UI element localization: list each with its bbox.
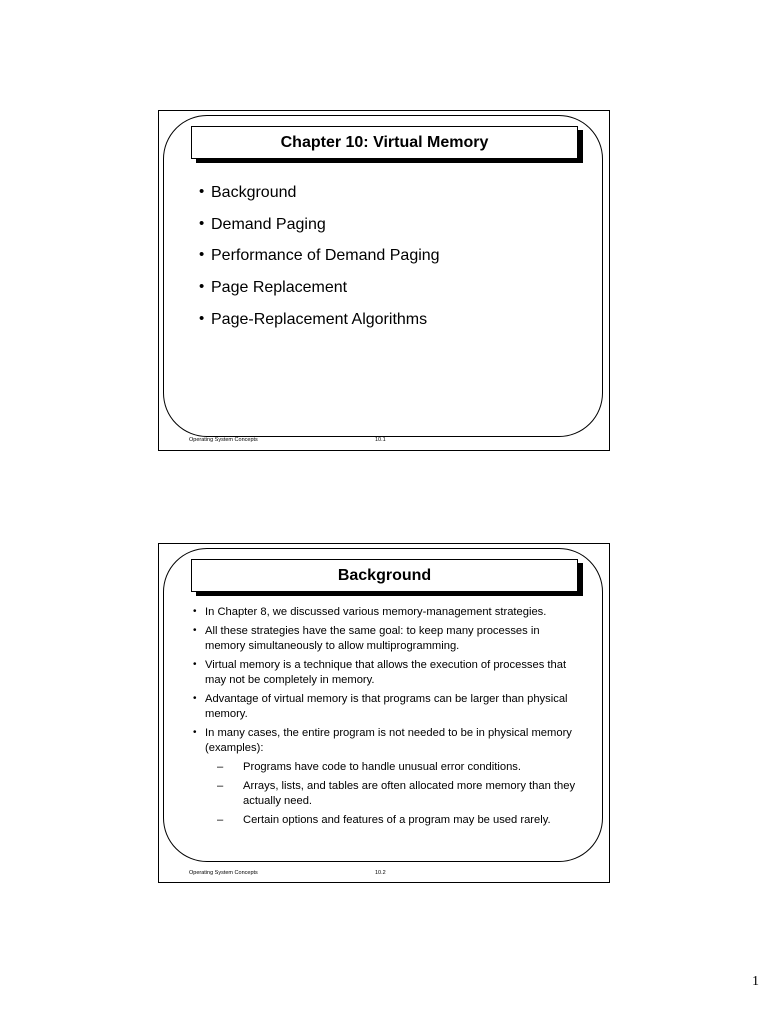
list-item <box>199 310 440 342</box>
slide-2 <box>158 543 610 883</box>
bullet-text: In many cases, the entire program is not needed to be in physical memory (examples): <box>205 727 572 754</box>
bullet-icon: • <box>199 278 205 296</box>
slide-title-box <box>191 559 578 592</box>
bullet-icon: • <box>199 246 205 264</box>
slide-footer-number: 10.2 <box>375 870 386 876</box>
sub-list-item <box>217 779 583 809</box>
sub-bullet-text: Programs have code to handle unusual error conditions. <box>243 761 521 773</box>
bullet-list <box>183 605 583 832</box>
bullet-text: Virtual memory is a technique that allows the execution of processes that may not be completely in memory. <box>205 659 567 686</box>
bullet-icon: • <box>199 183 205 200</box>
list-item <box>199 278 440 310</box>
dash-icon: – <box>217 761 224 773</box>
sub-list-item <box>217 760 583 775</box>
bullet-text: In Chapter 8, we discussed various memory-management strategies. <box>205 606 547 618</box>
slide-title: Background <box>337 566 432 584</box>
list-item <box>183 726 583 828</box>
list-item <box>183 692 583 722</box>
sub-bullet-text: Certain options and features of a program may be used rarely. <box>243 814 551 826</box>
slide-title-box <box>191 126 578 159</box>
bullet-text: Page-Replacement Algorithms <box>211 310 428 328</box>
sub-bullet-list <box>205 760 583 828</box>
bullet-icon: • <box>193 625 197 636</box>
slide-footer-source: Operating System Concepts <box>189 437 258 443</box>
slide-title: Chapter 10: Virtual Memory <box>280 133 489 151</box>
list-item <box>199 215 440 247</box>
slide-1 <box>158 110 610 451</box>
list-item <box>183 658 583 688</box>
bullet-icon: • <box>199 309 205 327</box>
slide-footer-number: 10.1 <box>375 437 386 443</box>
page-number: 1 <box>752 974 759 989</box>
bullet-icon: • <box>193 659 197 670</box>
sub-bullet-text: Arrays, lists, and tables are often allocated more memory than they actually need. <box>243 780 576 807</box>
bullet-text: Background <box>211 184 297 201</box>
dash-icon: – <box>217 814 224 826</box>
list-item <box>199 246 440 278</box>
bullet-text: Page Replacement <box>211 279 348 297</box>
bullet-list <box>199 183 440 341</box>
bullet-text: All these strategies have the same goal: to keep many processes in memory simultaneously to allow multiprogramming. <box>205 625 540 652</box>
dash-icon: – <box>217 780 224 792</box>
bullet-icon: • <box>193 727 197 738</box>
bullet-text: Demand Paging <box>211 215 326 233</box>
list-item <box>183 605 583 620</box>
bullet-text: Advantage of virtual memory is that programs can be larger than physical memory. <box>205 693 568 720</box>
bullet-icon: • <box>199 214 205 232</box>
bullet-icon: • <box>193 693 197 704</box>
bullet-icon: • <box>193 606 197 617</box>
list-item <box>183 624 583 654</box>
sub-list-item <box>217 813 583 828</box>
slide-footer-source: Operating System Concepts <box>189 870 258 876</box>
list-item <box>199 183 440 215</box>
bullet-text: Performance of Demand Paging <box>211 247 440 265</box>
